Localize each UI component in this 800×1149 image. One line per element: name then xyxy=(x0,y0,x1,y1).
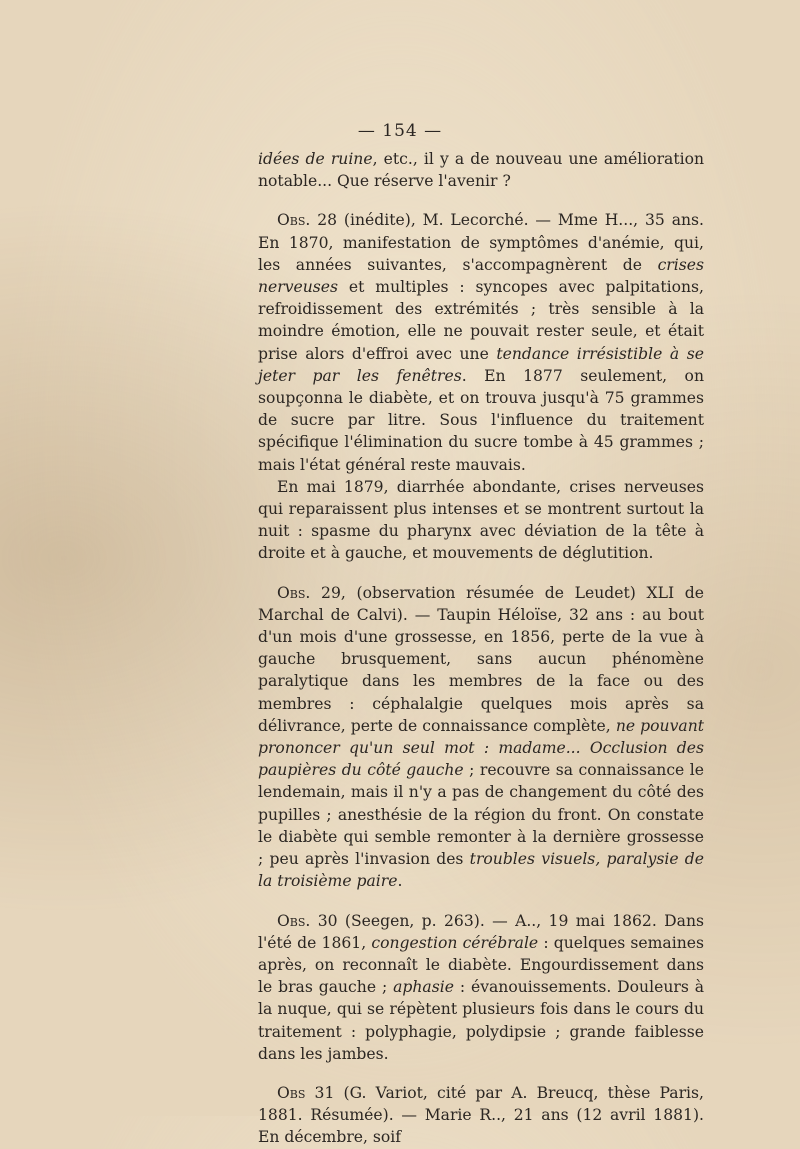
text-run: En mai 1879, diarrhée abondante, crises nerveuses qui reparaissent plus intenses et se montrent surtout la nuit : spasme du pharynx avec déviation de la tête à droite et à gauche, et mouvements de déglutition. xyxy=(258,477,704,563)
paragraph-obs-28-continued xyxy=(258,476,704,565)
text-run: . En 1877 seulement, on soupçonna le diabète, et on trouva jusqu'à 75 grammes de sucre par litre. Sous l'influence du traitement spécifique l'élimination du sucre tombe à 45 grammes ; mais l'état général reste mauvais. xyxy=(258,366,704,474)
paragraph-continuation xyxy=(258,148,704,192)
italic-phrase: congestion cérébrale xyxy=(371,933,539,952)
observation-label: Obs xyxy=(277,911,306,930)
text-run: : évanouissements. Douleurs à la nuque, qui se répètent plusieurs fois dans le cours du traitement : polyphagie, polydipsie ; grande faiblesse dans les jambes. xyxy=(258,978,705,1063)
italic-phrase: troubles visuels, paralysie de la troisième paire xyxy=(258,850,704,891)
text-run: . xyxy=(397,872,403,891)
paragraph-obs-28 xyxy=(258,209,704,475)
italic-phrase: crises nerveuses xyxy=(258,255,704,297)
text-run: . 29, (observation résumée de Leudet) XLI de Marchal de Calvi). — Taupin Héloïse, 32 ans : au bout d'un mois d'une grossesse, en 1856, perte de la vue à gauche brusquement, sans aucun phénomène paralytique dans les membres de la face ou des membres : céphalalgie quelques mois après sa délivrance, perte de connaissance complète, xyxy=(258,583,704,735)
observation-label: Obs xyxy=(277,1083,306,1102)
paragraph-obs-31 xyxy=(258,1082,704,1149)
observation-label: Obs xyxy=(277,211,306,230)
text-run: ; recouvre sa connaissance le lendemain, mais il n'y a pas de changement du côté des pupilles ; anesthésie de la région du front. On constate le diabète qui semble remonter à la dernière grossesse ; peu après l'invasion des xyxy=(258,761,704,869)
text-run: . 28 (inédite), M. Lecorché. — Mme H..., 35 ans. En 1870, manifestation de symptômes d'anémie, qui, les années suivantes, s'accompagnèrent de xyxy=(258,211,704,274)
observation-label: Obs xyxy=(277,583,306,602)
italic-phrase: idées de ruine xyxy=(258,150,373,168)
text-run: : quelques semaines après, on reconnaît le diabète. Engourdissement dans le bras gauche ; xyxy=(258,933,704,997)
italic-phrase: aphasie xyxy=(393,978,454,997)
text-run: 31 (G. Variot, cité par A. Breucq, thèse Paris, 1881. Résumée). — Marie R.., 21 ans (12 avril 1881). En décembre, soif xyxy=(258,1083,704,1147)
body-text xyxy=(258,148,704,1149)
text-run: , etc., il y a de nouveau une amélioration notable... Que réserve l'avenir ? xyxy=(258,150,705,191)
text-run: . 30 (Seegen, p. 263). — A.., 19 mai 1862. Dans l'été de 1861, xyxy=(258,911,704,952)
italic-phrase: tendance irrésistible à se jeter par les fenêtres xyxy=(258,344,704,385)
paragraph-obs-30 xyxy=(258,910,704,1065)
italic-phrase: ne pouvant prononcer qu'un seul mot : madame... Occlusion des paupières du côté gauche xyxy=(258,716,705,780)
paragraph-obs-29 xyxy=(258,582,704,893)
page-number: — 154 — xyxy=(357,121,443,141)
text-run: et multiples : syncopes avec palpitations, refroidissement des extrémités ; très sensible à la moindre émotion, elle ne pouvait rester seule, et était prise alors d'effroi avec une xyxy=(258,278,704,363)
